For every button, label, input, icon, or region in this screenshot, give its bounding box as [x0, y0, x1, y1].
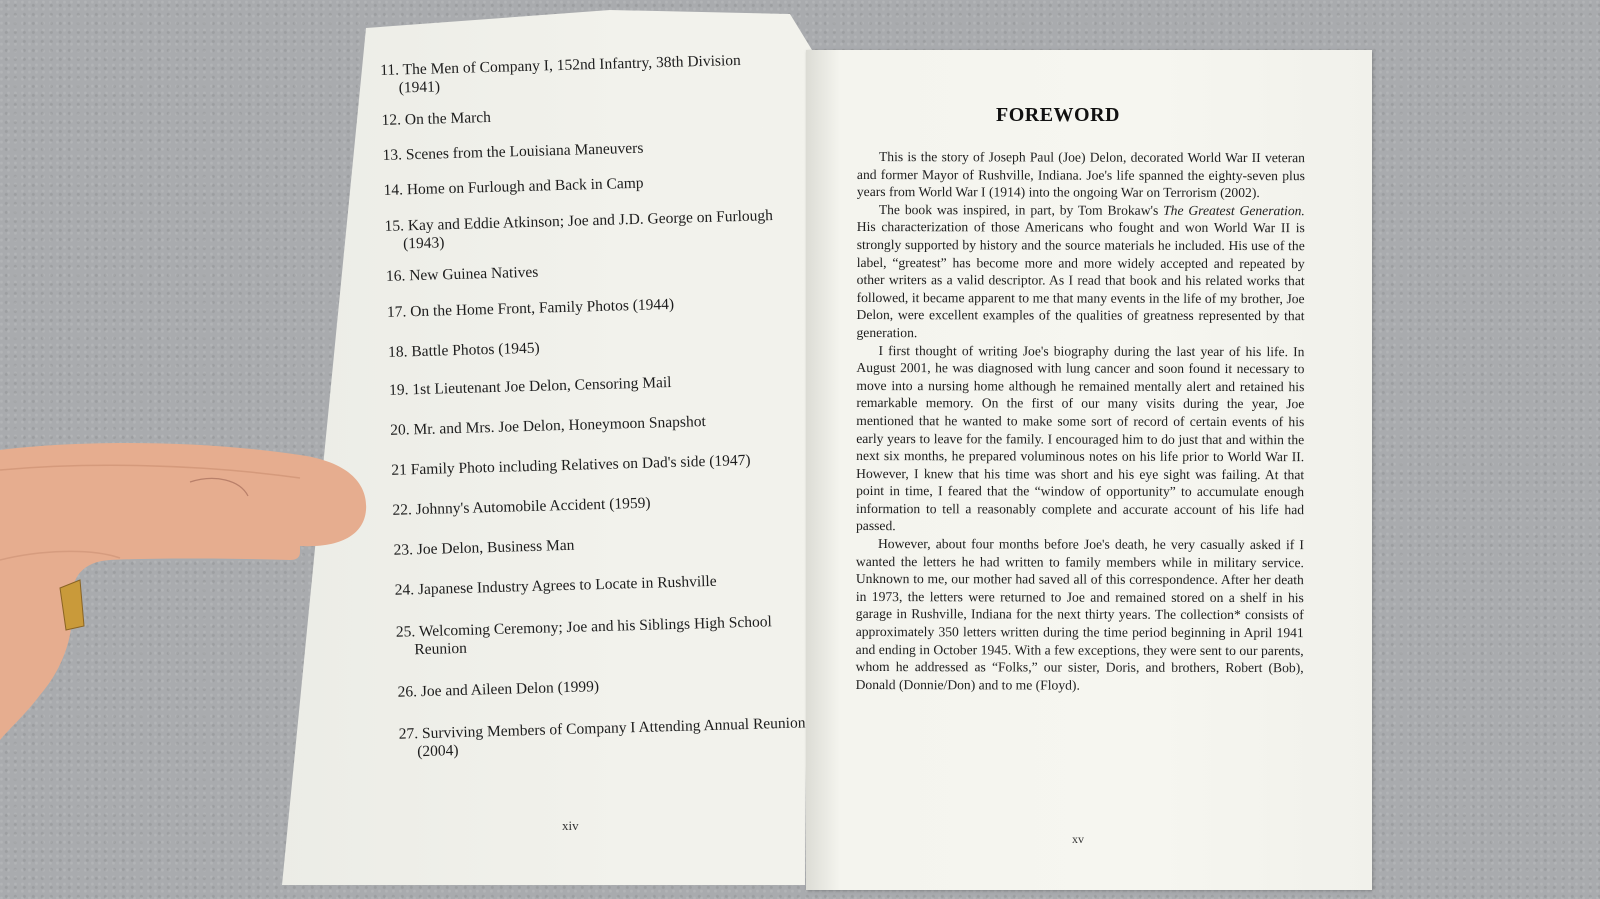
item-number: 12. — [381, 111, 402, 129]
item-continuation: (1941) — [398, 78, 441, 97]
item-number: 16. — [385, 267, 406, 285]
item-text: Battle Photos (1945) — [411, 339, 540, 361]
item-number: 17. — [386, 303, 407, 321]
item-continuation: Reunion — [414, 639, 468, 659]
paragraph: However, about four months before Joe's death, he very casually asked if I wanted the letters he had written to family members while in military service. Unknown to me, our mother had saved all of this correspondence. After her death in 1973, the letters were returned to Joe and remained stored on a shelf in his garage in Rushville, Indiana for the next thirty years. The collection* consists of approximately 350 letters written during the time period beginning in April 1941 and ending in October 1945. With a few exceptions, they were sent to our parents, whom he addressed as “Folks,” our sister, Doris, and brothers, Robert (Bob), Donald (Donnie/Don) and to me (Floyd). — [855, 536, 1304, 693]
item-number: 27. — [398, 725, 419, 743]
item-continuation: (1943) — [402, 234, 445, 253]
item-text: Kay and Eddie Atkinson; Joe and J.D. George on Furlough — [407, 207, 774, 235]
item-text: Japanese Industry Agrees to Locate in Rushville — [417, 572, 717, 599]
item-number: 23. — [393, 541, 414, 559]
item-number: 19. — [388, 381, 409, 399]
page-number-right: xv — [1072, 832, 1084, 846]
item-text: 1st Lieutenant Joe Delon, Censoring Mail — [412, 373, 672, 399]
item-number: 25. — [395, 623, 416, 641]
item-text: On the March — [404, 108, 492, 129]
paragraph: I first thought of writing Joe's biography during the last year of his life. In August 2001, he was diagnosed with lung cancer and soon found it necessary to move into a nursing home although he remained mentally alert and retained his remarkable memory. On the first of our many visits during the year, Joe mentioned that he wanted to make some sort of record of certain events of his early years to leave for the family. I encouraged him to do just that and within the next six months, he prepared voluminous notes on his life prior to World War II. However, I knew that his time was short and his eye sight was failing. At that point in time, I feared that the “window of opportunity” to accumulate enough information to tell a reasonably complete and accurate account of his life had passed. — [855, 342, 1305, 534]
item-number: 14. — [383, 181, 404, 199]
item-text: The Men of Company I, 152nd Infantry, 38th Division — [402, 51, 741, 79]
paragraph-text: His characterization of those Americans who fought and won World War II is strongly supported by history and the source materials he included. His use of the label, “greatest” has become more and more widely accepted and repeated by other writers as a valid descriptor. As I read that book and his related works that followed, it became apparent to me that many events in the life of my brother, Joe Delon, were excellent examples of the qualities of greatness represented by that generation. — [856, 219, 1305, 341]
item-text: On the Home Front, Family Photos (1944) — [409, 295, 675, 321]
item-number: 20. — [390, 421, 410, 439]
item-number: 22. — [392, 501, 413, 519]
item-number: 18. — [387, 343, 408, 361]
item-number: 15. — [384, 217, 405, 235]
book-title: The Greatest Generation. — [1163, 202, 1305, 218]
item-number: 11. — [380, 61, 400, 79]
item-number: 13. — [382, 146, 403, 164]
foreword-body — [856, 148, 1305, 695]
item-number: 21 — [391, 461, 408, 479]
item-text: Johnny's Automobile Accident (1959) — [415, 494, 651, 519]
item-text: Welcoming Ceremony; Joe and his Siblings High School — [418, 613, 773, 641]
item-text: Family Photo including Relatives on Dad's side (1947) — [410, 451, 751, 479]
item-text: Scenes from the Louisiana Maneuvers — [405, 139, 644, 164]
item-text: New Guinea Natives — [408, 263, 539, 285]
paragraph — [856, 201, 1304, 343]
item-text: Joe Delon, Business Man — [416, 536, 575, 559]
item-continuation: (2004) — [417, 742, 459, 761]
item-text: Home on Furlough and Back in Camp — [406, 174, 644, 199]
item-text: Surviving Members of Company I Attending Annual Reunion — [421, 714, 806, 743]
hand-holding-book — [0, 430, 380, 790]
item-text: Joe and Aileen Delon (1999) — [420, 678, 600, 701]
item-text: Mr. and Mrs. Joe Delon, Honeymoon Snapshot — [413, 413, 706, 439]
item-number: 24. — [394, 581, 415, 599]
item-number: 26. — [397, 683, 418, 701]
paragraph: This is the story of Joseph Paul (Joe) Delon, decorated World War II veteran and former Mayor of Rushville, Indiana. Joe's life spanned the eighty-seven plus years from World War I (1914) into the ongoing War on Terrorism (2002). — [856, 149, 1305, 201]
page-number-left: xiv — [562, 818, 579, 833]
finger — [0, 443, 366, 740]
page-title: FOREWORD — [996, 104, 1120, 126]
paragraph-text: The book was inspired, in part, by Tom Brokaw's — [878, 201, 1164, 218]
